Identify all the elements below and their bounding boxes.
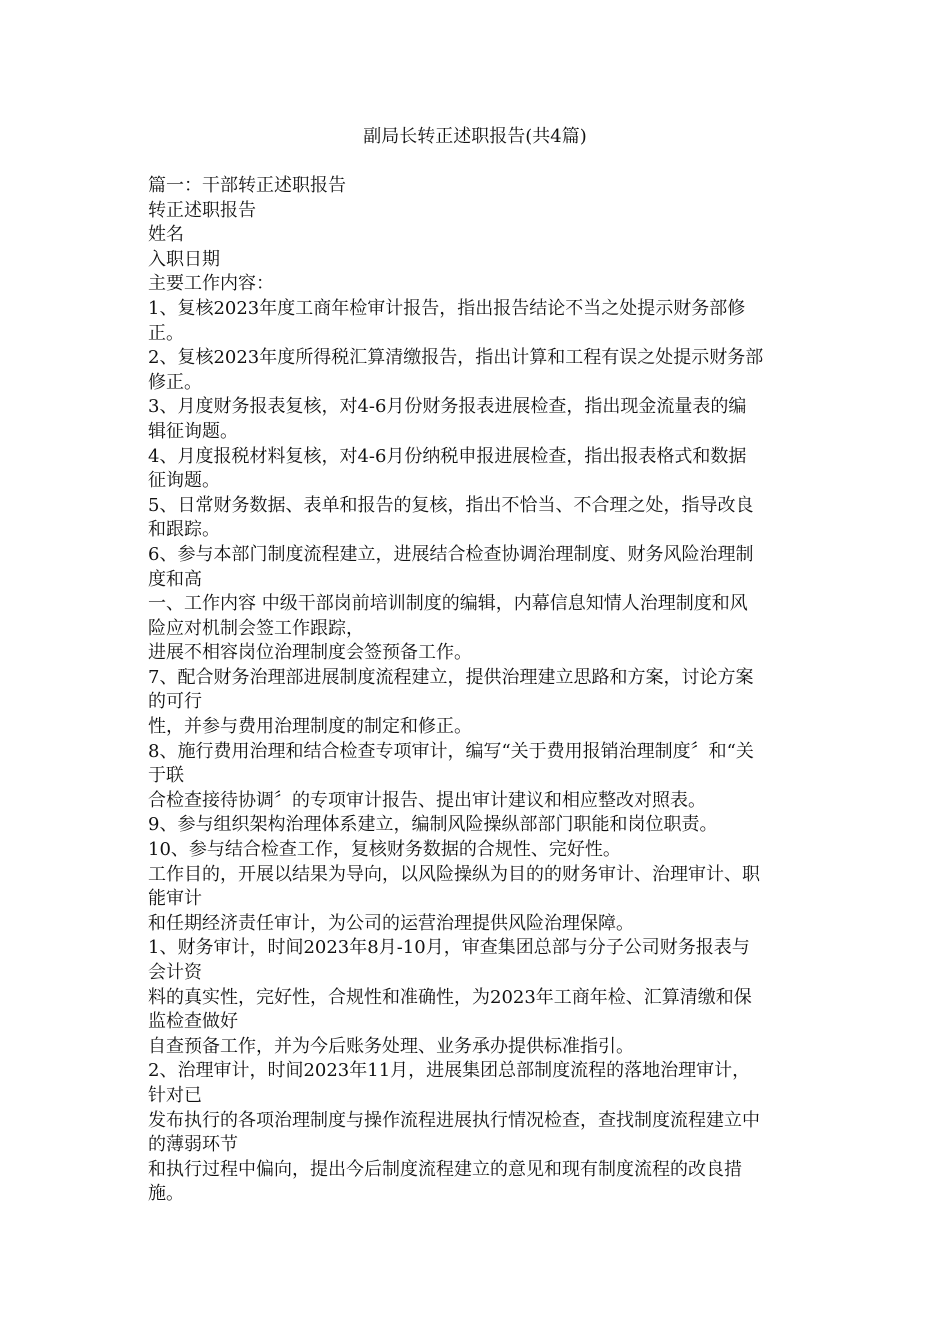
body-text-line: 2、治理审计，时间2023年11月，进展集团总部制度流程的落地治理审计， [148,1060,751,1082]
body-text-line: 自查预备工作，并为今后账务处理、业务承办提供标准指引。 [148,1035,634,1057]
body-text-line: 施。 [148,1183,184,1205]
body-text-line: 4、月度报税材料复核，对4-6月份纳税申报进展检查，指出报表格式和数据 [148,445,747,467]
document-body [148,174,804,1207]
body-text-line: 修正。 [148,371,202,393]
body-text-line: 辑征询题。 [148,420,238,442]
body-text-line: 能审计 [148,888,202,910]
body-text-line: 监检查做好 [148,1011,238,1033]
body-text-line: 7、配合财务治理部进展制度流程建立，提供治理建立思路和方案，讨论方案 [148,666,754,688]
body-text-line: 发布执行的各项治理制度与操作流程进展执行情况检查，查找制度流程建立中 [148,1109,760,1131]
document-title: 副局长转正述职报告(共4篇) [363,126,587,147]
body-text-line: 1、复核2023年度工商年检审计报告，指出报告结论不当之处提示财务部修 [148,297,746,319]
body-text-line: 征询题。 [148,470,220,492]
body-text-line: 姓名 [148,224,184,246]
body-text-line: 度和高 [148,568,202,590]
body-text-line: 性，并参与费用治理制度的制定和修正。 [148,716,472,738]
body-text-line: 进展不相容岗位治理制度会签预备工作。 [148,642,472,664]
body-text-line: 2、复核2023年度所得税汇算清缴报告，指出计算和工程有误之处提示财务部 [148,347,764,369]
body-text-line: 的可行 [148,691,202,713]
body-text-line: 合检查接待协调〞的专项审计报告、提出审计建议和相应整改对照表。 [148,789,706,811]
body-text-line: 入职日期 [148,248,220,270]
body-text-line: 和执行过程中偏向，提出今后制度流程建立的意见和现有制度流程的改良措 [148,1158,742,1180]
body-text-line: 正。 [148,322,184,344]
body-text-line: 主要工作内容： [148,273,274,295]
body-text-line: 和任期经济责任审计，为公司的运营治理提供风险治理保障。 [148,912,634,934]
body-text-line: 一、工作内容 中级干部岗前培训制度的编辑，内幕信息知情人治理制度和风 [148,593,748,615]
body-text-line: 8、施行费用治理和结合检查专项审计，编写“关于费用报销治理制度〞和“关 [148,740,754,762]
body-text-line: 篇一：干部转正述职报告 [148,175,346,196]
body-text-line: 于联 [148,765,184,787]
body-text-line: 9、参与组织架构治理体系建立，编制风险操纵部部门职能和岗位职责。 [148,814,718,836]
body-text-line: 转正述职报告 [148,199,256,221]
body-text-line: 10、参与结合检查工作，复核财务数据的合规性、完好性。 [148,839,621,861]
body-text-line: 和跟踪。 [148,519,220,541]
body-text-line: 3、月度财务报表复核，对4-6月份财务报表进展检查，指出现金流量表的编 [148,396,747,418]
body-text-line: 5、日常财务数据、表单和报告的复核，指出不恰当、不合理之处，指导改良 [148,494,754,516]
body-text-line: 料的真实性，完好性，合规性和准确性，为2023年工商年检、汇算清缴和保 [148,986,752,1008]
body-text-line: 工作目的，开展以结果为导向，以风险操纵为目的的财务审计、治理审计、职 [148,863,760,885]
body-text-line: 针对已 [148,1084,202,1106]
body-text-line: 6、参与本部门制度流程建立，进展结合检查协调治理制度、财务风险治理制 [148,543,754,565]
body-text-line: 险应对机制会签工作跟踪， [148,617,364,639]
body-text-line: 会计资 [148,962,202,983]
body-text-line: 1、财务审计，时间2023年8月-10月，审查集团总部与分子公司财务报表与 [148,937,750,959]
body-text-line: 的薄弱环节 [148,1134,238,1156]
